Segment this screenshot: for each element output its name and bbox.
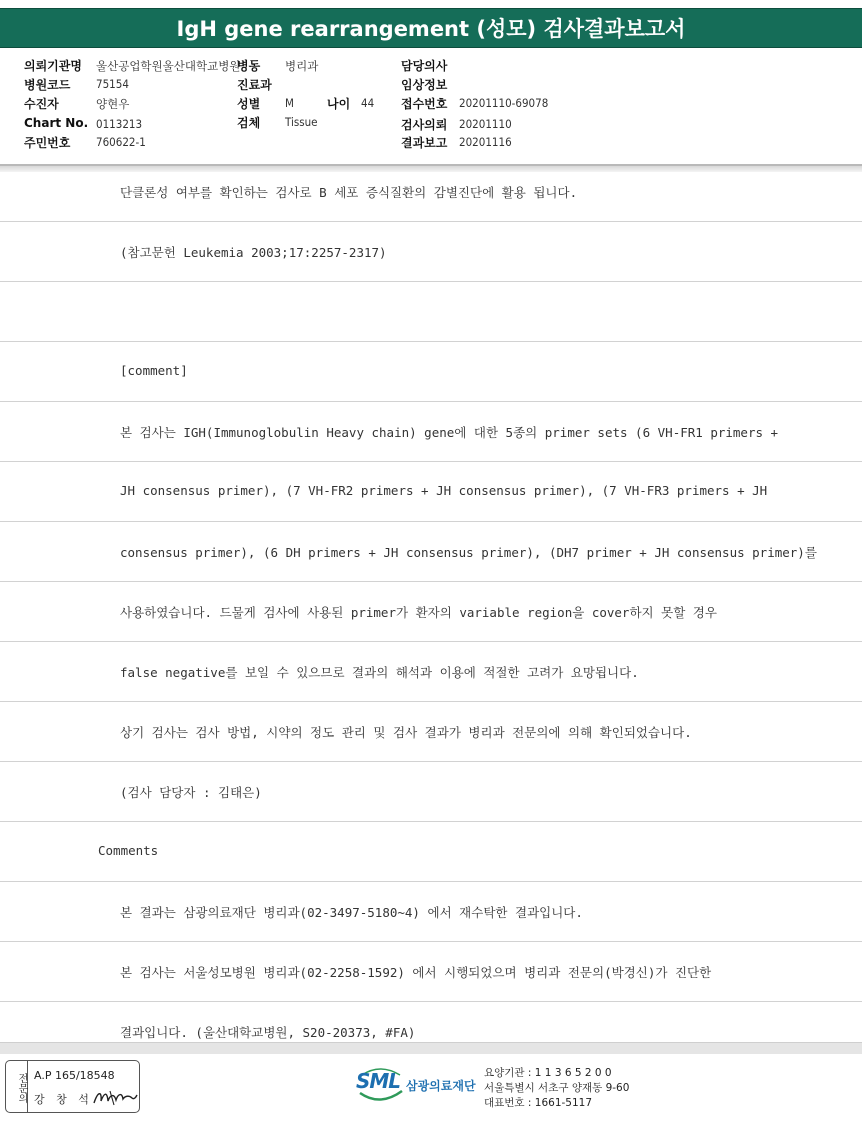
report-line-text: [comment] [120,363,188,378]
report-line-text: 본 검사는 IGH(Immunoglobulin Heavy chain) gene에 대한 5종의 primer sets (6 VH-FR1 primers + [120,425,779,440]
comments-heading: Comments [98,843,159,858]
report-footer [0,1054,862,1124]
report-line [0,222,862,282]
doctor-label: 담당의사 [401,59,448,73]
org-name-value: 울산공업학원울산대학교병원 [96,59,241,73]
report-body[interactable] [0,162,862,1042]
stamp-ap-number: A.P 165/18548 [34,1069,115,1082]
footer-divider [0,1042,862,1054]
report-line [0,1002,862,1042]
request-date-value: 20201110 [459,117,512,131]
report-line [0,402,862,462]
report-line [0,942,862,1002]
resident-no-label: 주민번호 [24,136,71,150]
patient-name-value: 양현우 [96,97,130,111]
department-label: 진료과 [237,78,272,92]
specimen-label: 검체 [237,116,261,130]
address: 서울특별시 서초구 양재동 9-60 [484,1082,630,1094]
report-line [0,702,862,762]
report-line [0,822,862,882]
pathologist-stamp [5,1060,140,1113]
signature-icon [92,1087,138,1107]
org-name-label: 의뢰기관명 [24,59,82,73]
contact-info [484,1066,629,1111]
report-line [0,642,862,702]
report-line-text: false negative를 보일 수 있으므로 결과의 해석과 이용에 적절한 고려가 요망됩니다. [120,665,639,680]
report-line [0,282,862,342]
institution-code: 요양기관 : 1 1 3 6 5 2 0 0 [484,1067,612,1079]
report-line-text: 단클론성 여부를 확인하는 검사로 B 세포 증식질환의 감별진단에 활용 됩니다. [120,185,578,200]
clinical-info-label: 임상정보 [401,78,448,92]
report-line-text: (참고문헌 Leukemia 2003;17:2257-2317) [120,245,387,260]
hospital-code-label: 병원코드 [24,78,71,92]
sex-label: 성별 [237,97,261,111]
stamp-specialist-label: 전문의 [6,1061,28,1112]
report-line-text: 사용하였습니다. 드물게 검사에 사용된 primer가 환자의 variable region을 cover하지 못할 경우 [120,605,717,620]
report-line-text: 상기 검사는 검사 방법, 시약의 정도 관리 및 검사 결과가 병리과 전문의에 의해 확인되었습니다. [120,725,692,740]
specimen-value: Tissue [285,115,318,129]
age-label: 나이 [327,97,351,111]
ward-label: 병동 [237,59,261,73]
sex-value: M [285,96,294,110]
report-line-text: 결과입니다. (울산대학교병원, S20-20373, #FA) [120,1025,416,1040]
stamp-name: 강 창 석 [34,1093,93,1106]
header-shadow [0,166,862,172]
request-date-label: 검사의뢰 [401,118,448,132]
hospital-code-value: 75154 [96,77,129,91]
report-line [0,522,862,582]
receipt-no-label: 접수번호 [401,97,448,111]
report-date-value: 20201116 [459,135,512,149]
report-title: IgH gene rearrangement (성모) 검사결과보고서 [0,8,862,48]
report-line-text: 본 결과는 삼광의료재단 병리과(02-3497-5180~4) 에서 재수탁한 결과입니다. [120,905,583,920]
report-line [0,342,862,402]
patient-name-label: 수진자 [24,97,59,111]
report-line-text: 본 검사는 서울성모병원 병리과(02-2258-1592) 에서 시행되었으며 병리과 전문의(박경신)가 진단한 [120,965,712,980]
resident-no-value: 760622-1 [96,135,146,149]
report-line [0,462,862,522]
logo-text: SML [356,1069,401,1093]
foundation-name: 삼광의료재단 [406,1079,476,1093]
phone-number: 대표번호 : 1661-5117 [484,1097,593,1109]
chart-no-label: Chart No. [24,116,89,130]
report-date-label: 결과보고 [401,136,448,150]
report-line [0,882,862,942]
report-line-text: consensus primer), (6 DH primers + JH consensus primer), (DH7 primer + JH consensus primer)를 [120,545,817,560]
report-line-text: JH consensus primer), (7 VH-FR2 primers + JH consensus primer), (7 VH-FR3 primers + JH [120,483,768,498]
patient-info-panel [0,52,862,164]
report-line-text: (검사 담당자 : 김태은) [120,785,262,800]
ward-value: 병리과 [285,59,319,73]
chart-no-value: 0113213 [96,117,143,131]
age-value: 44 [361,96,375,110]
report-line [0,762,862,822]
report-line [0,582,862,642]
receipt-no-value: 20201110-69078 [459,96,549,110]
